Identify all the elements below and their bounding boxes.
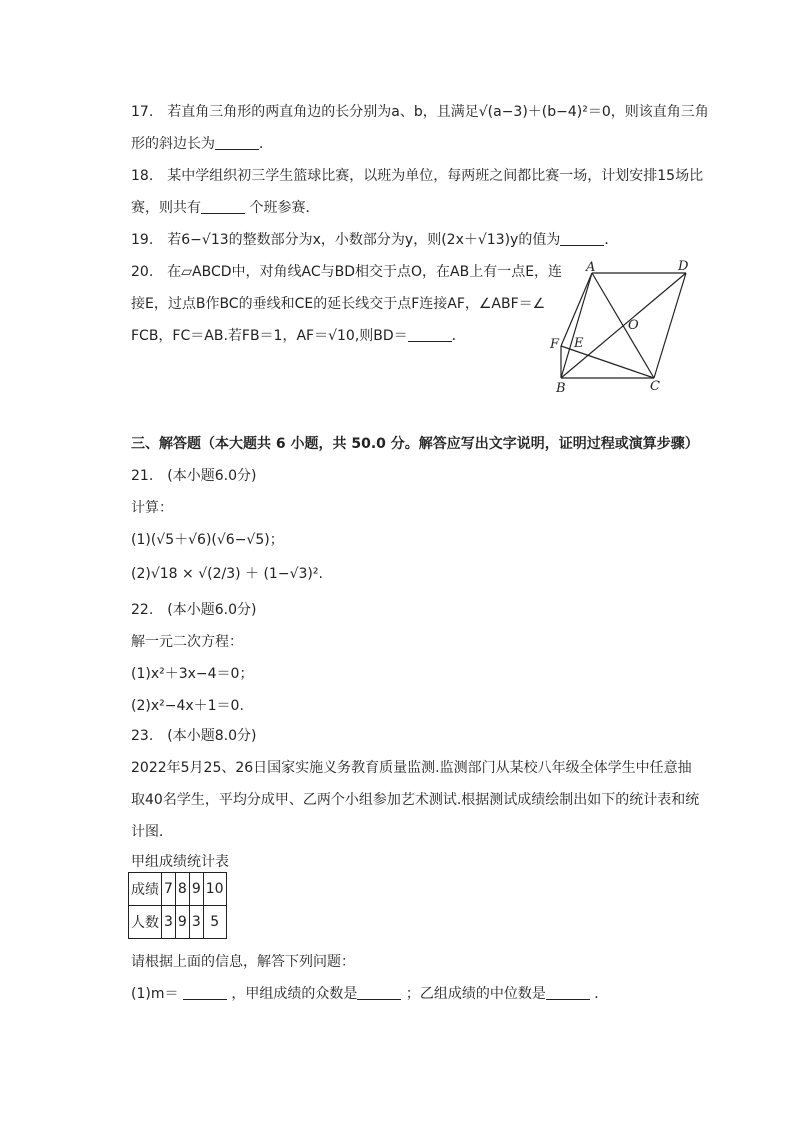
q23-title: 23. (本小题8.0分) xyxy=(131,728,257,744)
diagonal-bd xyxy=(561,273,686,378)
q18-line2-end: 个班参赛． xyxy=(245,200,320,216)
q17-line2-end: ． xyxy=(259,136,273,152)
table-cell: 7 xyxy=(162,873,176,906)
label-a: A xyxy=(586,260,596,275)
q17-line2-text: 形的斜边长为 xyxy=(131,136,215,152)
q22-title: 22. (本小题6.0分) xyxy=(131,602,257,618)
label-f: F xyxy=(550,337,560,352)
q20-line3-text: FCB，FC＝AB.若FB＝1，AF＝√10,则BD＝ xyxy=(131,328,408,344)
q21-title: 21. (本小题6.0分) xyxy=(131,468,257,484)
q17-line2 xyxy=(131,134,273,154)
answer-blank xyxy=(215,135,259,150)
q20-line3 xyxy=(131,326,466,346)
table-row xyxy=(129,873,227,906)
table-cell: 人数 xyxy=(129,906,162,939)
answer-blank xyxy=(183,985,227,1000)
q23-para-line2: 取40名学生，平均分成甲、乙两个小组参加艺术测试.根据测试成绩绘制出如下的统计表和统 xyxy=(131,792,700,808)
q23-sub1-mid2: ；乙组成绩的中位数是 xyxy=(405,986,546,1002)
q23-prompt: 请根据上面的信息，解答下列问题： xyxy=(131,954,355,970)
table-cell: 9 xyxy=(189,873,203,906)
table-cell: 8 xyxy=(175,873,189,906)
table-cell: 10 xyxy=(203,873,226,906)
q23-para-line1: 2022年5月25、26日国家实施义务教育质量监测.监测部门从某校八年级全体学生中任意抽 xyxy=(131,760,692,776)
q17-line1: 17. 若直角三角形的两直角边的长分别为a、b，且满足√(a−3)＋(b−4)²＝0，则该直角三角 xyxy=(131,104,709,120)
q20-line1: 20. 在▱ABCD中，对角线AC与BD相交于点O，在AB上有一点E，连 xyxy=(131,264,563,280)
table-cell: 5 xyxy=(203,906,226,939)
q21-part1: (1)(√5＋√6)(√6−√5)； xyxy=(131,532,284,548)
q18-line1: 18. 某中学组织初三学生篮球比赛，以班为单位，每两班之间都比赛一场，计划安排15场比 xyxy=(131,168,704,184)
q19-text: 19. 若6−√13的整数部分为x，小数部分为y，则(2x＋√13)y的值为 xyxy=(131,232,561,248)
q23-sub1-mid1: ，甲组成绩的众数是 xyxy=(231,986,358,1002)
label-o: O xyxy=(628,318,639,333)
q22-part2: (2)x²−4x＋1＝0. xyxy=(131,698,244,714)
edge-ba xyxy=(561,273,592,378)
edge-dc xyxy=(654,273,686,378)
q23-sub1 xyxy=(131,984,608,1004)
parallelogram-figure xyxy=(548,256,708,396)
q19-line1 xyxy=(131,230,618,250)
q23-para-line3: 计图． xyxy=(131,824,173,840)
answer-blank xyxy=(546,985,590,1000)
q18-line2 xyxy=(131,198,319,218)
q18-line2-text: 赛，则共有 xyxy=(131,200,201,216)
q23-sub1-text: (1)m＝ xyxy=(131,986,179,1002)
q22-part1: (1)x²＋3x−4＝0； xyxy=(131,666,254,682)
q19-end: ． xyxy=(604,232,619,248)
label-e: E xyxy=(574,336,584,351)
answer-blank xyxy=(408,327,452,342)
table-cell: 3 xyxy=(162,906,176,939)
answer-blank xyxy=(357,985,401,1000)
table-cell: 9 xyxy=(175,906,189,939)
table-row xyxy=(129,906,227,939)
answer-blank xyxy=(201,199,245,214)
table-cell: 成绩 xyxy=(129,873,162,906)
answer-blank xyxy=(560,231,604,246)
table-title: 甲组成绩统计表 xyxy=(131,854,229,870)
q20-line2: 接E，过点B作BC的垂线和CE的延长线交于点F连接AF，∠ABF＝∠ xyxy=(131,296,546,312)
section-heading: 三、解答题（本大题共 6 小题，共 50.0 分。解答应写出文字说明，证明过程或演算步骤） xyxy=(131,436,699,452)
q21-intro: 计算： xyxy=(131,500,173,516)
q23-sub1-end: ． xyxy=(594,986,609,1002)
table-cell: 3 xyxy=(189,906,203,939)
q21-part2: (2)√18 × √(2/3) ＋ (1−√3)². xyxy=(131,566,323,582)
q20-line3-end: ． xyxy=(451,328,466,344)
q22-intro: 解一元二次方程： xyxy=(131,634,243,650)
label-c: C xyxy=(650,379,660,394)
label-b: B xyxy=(556,381,566,396)
label-d: D xyxy=(678,259,689,274)
score-table xyxy=(128,872,227,939)
